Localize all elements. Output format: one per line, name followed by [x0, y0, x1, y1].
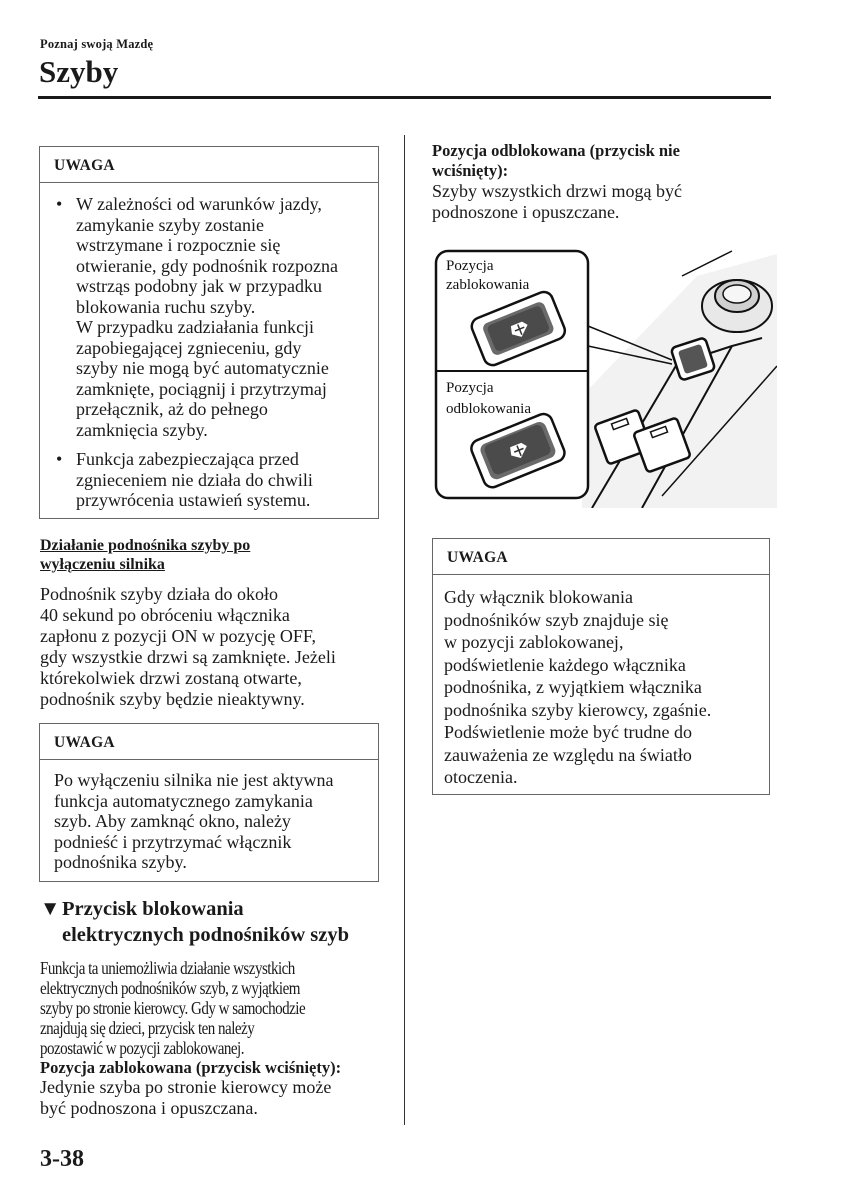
- warning-box-3: UWAGA Gdy włącznik blokowania podnośników szyb znajduje się w pozycji zablokowanej, podświetlenie każdego włącznika podnośnika, z wyjątkiem włącznika podnośnika szyby kierowcy, zgaśnie. Podświetlenie może być trudne do zauważenia ze względu na światło otoczenia.: [432, 538, 770, 795]
- figure-label-unlocked: odblokowania: [446, 401, 531, 417]
- section-label: Poznaj swoją Mazdę: [40, 37, 154, 51]
- page-number: 3-38: [40, 1146, 84, 1172]
- bullet-icon: •: [56, 449, 63, 469]
- warning-bullet: • Funkcja zabezpieczająca przed zgnieceniem nie działa do chwili przywrócenia ustawień systemu.: [56, 449, 313, 510]
- title-rule: [38, 96, 771, 99]
- figure-label-locked: zablokowania: [446, 277, 530, 293]
- engine-off-heading: Działanie podnośnika szyby po wyłączeniu silnika: [40, 537, 251, 573]
- warning-heading: UWAGA: [433, 539, 769, 575]
- warning-heading: UWAGA: [40, 147, 378, 183]
- unlocked-position-text: Pozycja odblokowana (przycisk nie wciśnięty): Szyby wszystkich drzwi mogą być podnoszone i opuszczane.: [432, 141, 682, 222]
- warning-box-2: UWAGA Po wyłączeniu silnika nie jest aktywna funkcja automatycznego zamykania szyb. Aby zamknąć okno, należy podnieść i przytrzymać włącznik podnośnika szyby.: [39, 723, 379, 882]
- engine-off-paragraph: Podnośnik szyby działa do około 40 sekund po obróceniu włącznika zapłonu z pozycji ON w pozycję OFF, gdy wszystkie drzwi są zamknięte. Jeżeli którekolwiek drzwi zostaną otwarte, podnośnik szyby będzie nieaktywny.: [40, 584, 336, 709]
- lock-switch-heading: ▼Przycisk blokowania elektrycznych podnośników szyb: [40, 898, 350, 946]
- page-title: Szyby: [39, 54, 119, 89]
- bullet-icon: •: [56, 194, 63, 214]
- warning-box-1: [39, 146, 379, 519]
- lock-switch-figure: [432, 246, 777, 508]
- warning-heading: UWAGA: [40, 724, 378, 760]
- lock-switch-description: Funkcja ta uniemożliwia działanie wszystkich elektrycznych podnośników szyb, z wyjątkiem szyby po stronie kierowcy. Gdy w samochodzie znajdują się dzieci, przycisk ten należy pozostawić w pozycji zablokowanej.: [40, 958, 306, 1058]
- triangle-down-icon: ▼: [40, 898, 61, 920]
- locked-position-text: Pozycja zablokowana (przycisk wciśnięty): Jedynie szyba po stronie kierowcy może być podnoszona i opuszczana.: [40, 1058, 342, 1118]
- figure-label-locked: Pozycja: [446, 258, 494, 274]
- figure-label-unlocked: Pozycja: [446, 380, 494, 396]
- warning-bullet: • W zależności od warunków jazdy, zamykanie szyby zostanie wstrzymane i rozpocznie się otwieranie, gdy podnośnik rozpozna wstrząs podobny jak w przypadku blokowania ruchu szyby. W przypadku zadziałania funkcji zapobiegającej zgnieceniu, gdy szyby nie mogą być automatycznie zamknięte, pociągnij i przytrzymaj przełącznik, aż do pełnego zamknięcia szyby.: [56, 194, 338, 440]
